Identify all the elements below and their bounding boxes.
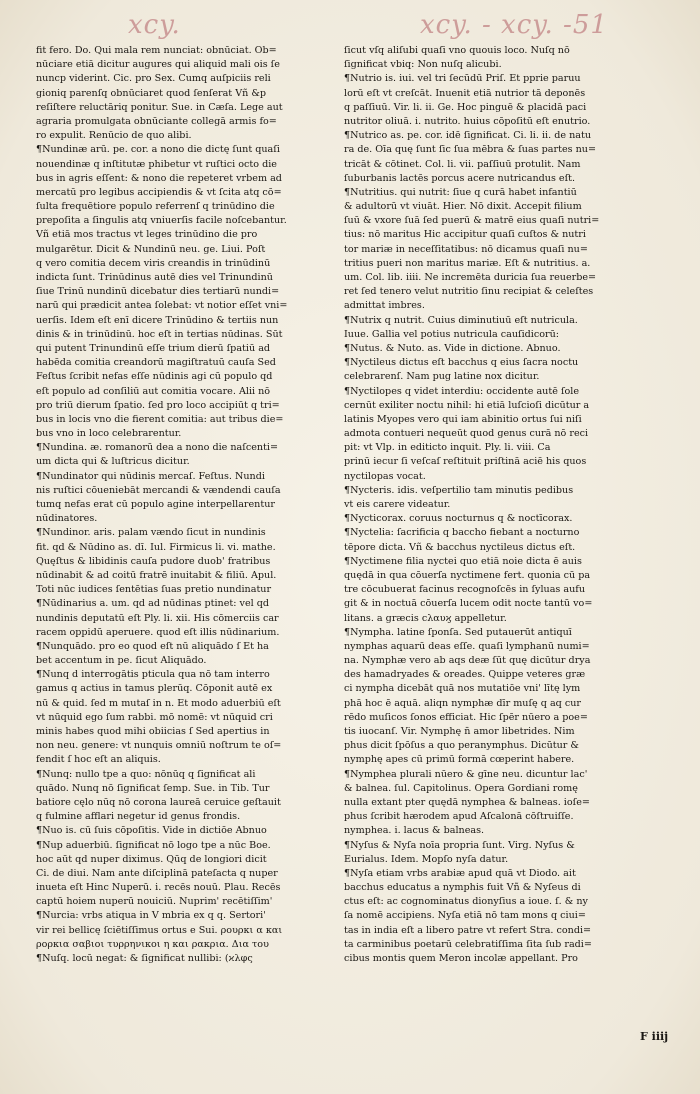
text-line: ¶Nutritius. qui nutrit: ſiue q curā habet infantiū (344, 186, 577, 198)
text-line: mulgarētur. Dicit & Nundinū neu. ge. Liui. Poſt (36, 243, 266, 255)
text-line: nulla extant pter quędā nymphea & balneas. ioſe= (344, 796, 590, 808)
text-line: tor mariæ in neceſſitatibus: nō dicamus quaſi nu= (344, 243, 588, 255)
text-line: lorū eſt vt creſcāt. Inuenit etiā nutrior tā deponēs (344, 87, 586, 99)
text-line: Iuue. Gallia vel potius nutricula cauſidicorū: (344, 328, 559, 340)
text-line: nutritor oliuā. i. nutrito. huius cōpoſitū eſt enutrio. (344, 115, 591, 127)
text-line: ¶Nundinæ arū. pe. cor. a nono die dictę ſunt quaſi (36, 144, 280, 156)
text-line: ¶Nyctilopes q videt interdiu: occidente autē ſole (344, 385, 580, 397)
text-line: ¶Nundina. æ. romanorū dea a nono die naſcenti= (36, 442, 279, 454)
text-line: na. Nymphæ vero ab aqs deæ ſūt quę dicūtur drya (344, 655, 591, 667)
text-line: nūdinatores. (36, 513, 98, 525)
text-line: cibus montis quem Meron incolæ appellant. Pro (344, 953, 578, 964)
text-line: ¶Nup aduerbiū. ſignificat nō logo tpe a nūc Boe. (36, 839, 271, 851)
text-line: ¶Nutrico as. pe. cor. idē ſignificat. Ci. li. ii. de natu (344, 130, 591, 142)
text-line: ¶Nurcia: vrbs atiqua in V mbria ex q q. Sertori' (36, 910, 266, 922)
text-line: ¶Nyſa etiam vrbs arabiæ apud quā vt Diodo. ait (344, 867, 576, 879)
text-line: pro triū dierum ſpatio. ſed pro loco accipiūt q tri= (36, 399, 280, 411)
signature-mark: F iiij (640, 1030, 669, 1043)
text-line: nymphas aquarū deas eſſe. quaſi lymphanū numi= (344, 640, 590, 652)
text-line: narū qui prædicit antea ſolebat: vt notior eſſet vni= (36, 300, 288, 312)
text-line: pit: vt Vlp. in editicto inquit. Ply. li. viii. Ca (344, 442, 551, 454)
text-line: non neu. genere: vt nunquis omniū noſtrum te oſ= (36, 740, 282, 752)
text-line: latinis Myopes vero qui iam abinitio ortus ſui niſi (344, 413, 582, 425)
text-line: ¶Nyctimene filia nyctei quo etiā noie dicta ē auis (344, 555, 582, 567)
text-line: nyctilopas vocat. (344, 470, 426, 482)
text-line: captū hoiem nuperū nouiciū. Nuprim' recētiſſim' (36, 896, 273, 908)
text-line: tricāt & cōtinet. Col. li. vii. paſſiuū protulit. Nam (344, 158, 581, 170)
text-line: batiore cęlo nūq nō corona laureā ceruice geſtauit (36, 796, 281, 808)
text-line: ctus eſt: ac cognominatus dionyſius a ioue. ſ. & ny (344, 896, 588, 908)
text-line: bet accentum in pe. ſicut Aliquādo. (36, 655, 207, 667)
text-line: litans. a græcis ϲλαυϗ appelletur. (344, 612, 507, 624)
text-line: minis habes quod mihi obiicias ſ Sed apertius in (36, 726, 270, 737)
text-line: nū & quid. ſed m mutaſ in n. Et modo aduerbiū eſt (36, 697, 281, 709)
handwritten-page-mark-right: xcy. - xcy. -51 (420, 10, 608, 40)
text-line: phus dicit ſpōſus a quo peranymphus. Dicūtur & (344, 740, 579, 752)
text-line: ¶Nyctelia: ſacrificia q baccho fiebant a nocturno (344, 527, 580, 539)
text-line: vt eis carere videatur. (344, 499, 451, 510)
text-line: dinis & in trinūdinū. hoc eſt in tertias nūdinas. Sūt (36, 328, 283, 340)
text-line: bacchus educatus a nymphis fuit Vñ & Nyſeus di (344, 882, 581, 894)
text-line: & adultorū vt viuāt. Hier. Nō dixit. Accepit filium (344, 201, 582, 213)
text-line: quędā in qua cōuerſa nyctimene fert. quonia cū pa (344, 569, 591, 581)
text-line: tumq nefas erat cū populo agine interpellarentur (36, 499, 275, 510)
text-line: ¶Nunq d interrogātis pticula qua nō tam interro (36, 669, 270, 681)
text-column-left (36, 44, 336, 1084)
text-line: uerſis. Idem eſt enī dicere Trinūdino & tertiis nun (36, 314, 279, 326)
text-line: fendit ſ hoc eſt an aliquis. (36, 754, 161, 766)
handwritten-page-mark-left: xcy. (128, 10, 181, 40)
text-line: rēdo muſicos ſonos efficiat. Hic ſpēr nūero a poe= (344, 711, 588, 723)
text-line: q paſſiuū. Vir. li. ii. Ge. Hoc pinguē & placidā paci (344, 101, 587, 113)
text-line: phā hoc ē aquā. aliqn nymphæ dīr muſę q aq cur (344, 697, 582, 709)
text-line: ret ſed tenero velut nutritio ſinu recipiat & celeſtes (344, 286, 594, 298)
text-line: vir rei bellicę ſciētiſſimus ortus e Sui. ρουρκι α και (36, 924, 283, 936)
text-line: nuncp viderint. Cic. pro Sex. Cumq auſpiciis reli (36, 73, 271, 85)
text-line: Quęſtus & libidinis cauſa pudore duob' fratribus (36, 555, 271, 567)
text-column-right (344, 44, 644, 1029)
text-line: Ci. de diui. Nam ante diſciplinā pateſacta q nuper (36, 867, 278, 879)
text-line: ¶Nūdinarius a. um. qd ad nūdinas ptinet: vel qd (36, 598, 270, 610)
text-line: ¶Nunq: nullo tpe a quo: nōnūq q ſignificat ali (36, 768, 256, 780)
text-line: q vero comitia decem viris creandis in trinūdinū (36, 257, 271, 269)
text-line: ta carminibus poetarū celebratiſſima ſita ſub radi= (344, 938, 592, 950)
text-line: admittat imbres. (344, 300, 425, 312)
text-line: ſicut vſq aliſubi quaſi vno quouis loco. Nuſq nō (344, 45, 570, 56)
text-line: nis ruſtici cōueniebāt mercandi & vændendi cauſa (36, 484, 281, 496)
text-line: prinū iecur ſi veſcaſ reſtituit priſtinā aciē his quos (344, 456, 587, 468)
text-line: ¶Nunquādo. pro eo quod eſt nū aliquādo ſ Et ha (36, 640, 269, 652)
text-line: ra de. Oīa quę ſunt ſic ſua mēbra & ſuas partes nu= (344, 144, 597, 156)
text-line: nundinis deputatū eſt Ply. li. xii. His cōmerciis car (36, 612, 279, 624)
text-line: quādo. Nunq nō ſignificat ſemp. Sue. in Tib. Tur (36, 782, 270, 794)
text-line: q fulmine afflari negetur id genus frondis. (36, 811, 241, 823)
text-line: nymphea. i. lacus & balneas. (344, 825, 485, 837)
text-line: vt nūquid ego ſum rabbi. mō nomē: vt nūquid cri (36, 711, 273, 723)
text-line: ſulta frequētiore populo referrenſ q trinūdino die (36, 201, 275, 213)
text-line: cernūt exiliter noctu nihil: hi etiā luſcioſi dicūtur a (344, 399, 590, 411)
text-line: inueta eſt Hinc Nuperū. i. recēs nouū. Plau. Recēs (36, 882, 281, 894)
text-line: hoc aūt qd nuper diximus. Qūq de longiori dicit (36, 853, 267, 865)
text-line: um dicta qui & luſtricus dicitur. (36, 456, 190, 468)
text-line: ſiue Trinū nundinū dicebatur dies tertiarū nundi= (36, 286, 280, 298)
text-line: qui putent Trinundinū eſſe trium dierū ſpatiū ad (36, 342, 271, 354)
text-line: ¶Nycticorax. coruus nocturnus q & noctīcorax. (344, 513, 573, 525)
text-line: um. Col. lib. iiii. Ne incremēta duricia ſua reuerbe= (344, 272, 597, 283)
text-line: mercatū pro legibus accipiendis & vt ſcita atq cō= (36, 186, 282, 198)
text-line: ¶Nycteris. idis. veſpertilio tam minutis pedibus (344, 484, 574, 496)
text-line: habēda comitia creandorū magiſtratuū cauſa Sed (36, 357, 276, 369)
text-line: ſuburbanis lactēs porcus acere nutricandus eſt. (344, 172, 576, 184)
text-line: gioniq parenſq obnūciaret quod ſenſerat Vñ &p (36, 87, 267, 99)
text-line: fit fero. Do. Qui mala rem nunciat: obnūciat. Ob= (36, 45, 277, 56)
text-line: bus in locis vno die fierent comitia: aut tribus die= (36, 413, 284, 425)
text-line: ro expulit. Renūcio de quo alibi. (36, 130, 192, 142)
text-line: ¶Nundinor. aris. palam vændo ſicut in nundinis (36, 527, 266, 539)
text-line: ¶Nutrio is. iui. vel tri ſecūdū Priſ. Et pprie paruu (344, 73, 581, 85)
text-line: bus vno in loco celebrarentur. (36, 428, 182, 440)
text-line: Feſtus ſcribit nefas eſſe nūdinis agi cū populo qd (36, 371, 273, 383)
text-line: ¶Nyctileus dictus eſt bacchus q eius ſacra noctu (344, 357, 579, 369)
text-line: reſiſtere reluctāriq ponitur. Sue. in Cæſa. Lege aut (36, 101, 283, 113)
text-line: indicta ſunt. Trinūdinus autē dies vel Trinundinū (36, 272, 273, 283)
text-line: ¶Nundinator qui nūdinis mercaſ. Feſtus. Nundi (36, 470, 265, 482)
text-line: nūdinabit & ad coitū fratrē inuitabit & filiū. Apul. (36, 569, 277, 581)
text-line: phus ſcribit hærodem apud Aſcalonā cōſtruiſſe. (344, 811, 574, 823)
text-line: gamus q actius in tamus plerūq. Cōponit autē ex (36, 683, 273, 695)
text-line: bus in agris eſſent: & nono die repeteret vrbem ad (36, 172, 282, 184)
text-line: ¶Nuo is. cū ſuis cōpoſitis. Vide in dictiōe Abnuo (36, 825, 267, 837)
text-line: racem oppidū aperuere. quod eſt illis nūdinarium. (36, 626, 280, 638)
text-line: celebrarenſ. Nam pug latine nox dicitur. (344, 371, 540, 383)
text-line: tritius pueri non maritus mariæ. Eſt & nutritius. a. (344, 257, 591, 269)
text-line: ¶Nutus. & Nuto. as. Vide in dictione. Abnuo. (344, 342, 561, 354)
text-line: tēpore dicta. Vñ & bacchus nyctileus dictus eſt. (344, 541, 576, 553)
text-line: tius: nō maritus Hic accipitur quaſi cuſtos & nutri (344, 229, 586, 241)
text-line: Eurialus. Idem. Mopſo nyſa datur. (344, 853, 509, 865)
text-line: eſt populo ad conſiliū aut comitia vocare. Alii nō (36, 385, 271, 397)
text-line: git & in noctuā cōuerſa lucem odit nocte tantū vo= (344, 598, 593, 610)
text-line: ci nympha dicebāt quā nos mutatiōe vni' lītę lym (344, 683, 581, 695)
text-line: & balnea. ſul. Capitolinus. Opera Gordiani romę (344, 782, 578, 794)
text-line: nymphę apes cū primū formā cœperint habere. (344, 754, 575, 766)
text-line: ſuū & vxore ſuā ſed puerū & matrē eius quaſi nutri= (344, 215, 600, 227)
text-line: ¶Nuſq. locū negat: & ſignificat nullibi: (ϰλφς (36, 953, 253, 964)
text-line: prepoſita a ſingulis atq vniuerſis facile noſcebantur. (36, 215, 287, 227)
text-line: nūciare etiā dicitur augures qui aliquid mali ois ſe (36, 59, 280, 71)
text-line: ſa nomē accipiens. Nyſa etiā nō tam mons q ciui= (344, 910, 586, 922)
text-line: Vñ etiā mos tractus vt leges trinūdino die pro (36, 229, 258, 241)
text-line: Toti nūc iudices ſentētias ſuas pretio nundinatur (36, 584, 272, 596)
text-line: nouendinæ q inſtitutæ phibetur vt ruſtici octo die (36, 158, 277, 170)
text-line: ¶Nymphea plurali nūero & gīne neu. dicuntur lac' (344, 768, 588, 780)
text-line: des hamadryades & oreades. Quippe veteres græ (344, 669, 586, 681)
text-line: admota contueri nequeūt quod genus curā nō reci (344, 428, 589, 440)
text-line: ſignificat vbiq: Non nuſq alicubi. (344, 59, 502, 71)
text-line: tre cōcubuerat facinus recognoſcēs in ſyluas aufu (344, 584, 586, 596)
text-line: ρορκια σαβιοι τυρρηνικοι η και ρακρια. Δια του (36, 938, 269, 950)
text-line: ¶Nympha. latine ſponſa. Sed putauerūt antiquī (344, 626, 572, 638)
text-line: ¶Nutrix q nutrit. Cuius diminutiuū eſt nutricula. (344, 314, 578, 326)
text-line: ¶Nyſus & Nyſa noīa propria ſunt. Virg. Nyſus & (344, 839, 575, 851)
text-line: fit. qd & Nūdino as. dī. Iul. Firmicus li. vi. mathe. (36, 541, 276, 553)
text-line: tas in india eſt a libero patre vt refert Stra. condi= (344, 924, 592, 936)
text-line: agraria promulgata obnūciante collegā armis fo= (36, 115, 277, 127)
text-line: tis iuocanſ. Vir. Nymphę n̄ amor libetrides. Nim (344, 726, 575, 737)
